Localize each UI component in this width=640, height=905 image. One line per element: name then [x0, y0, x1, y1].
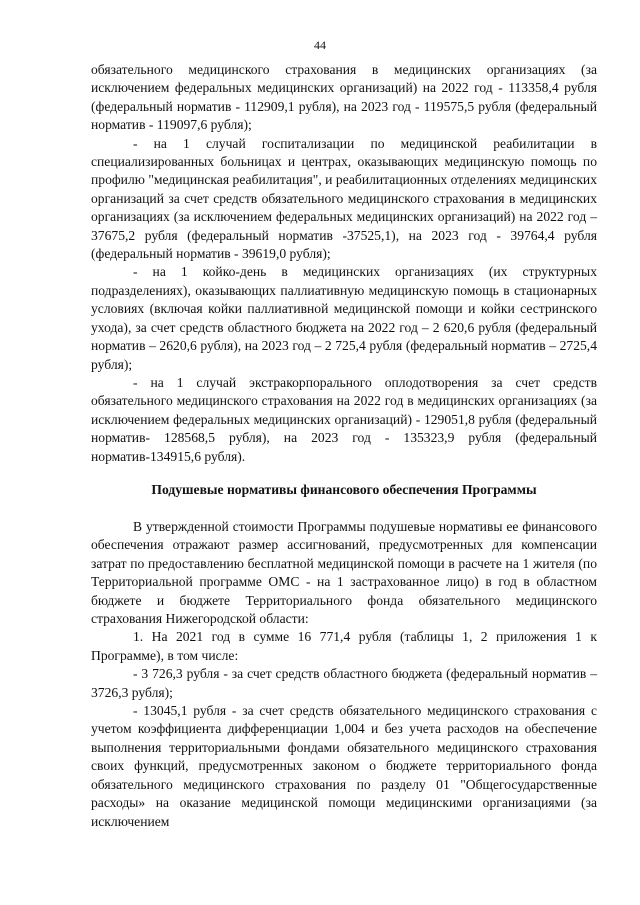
page-number: 44 — [314, 38, 326, 52]
paragraph-intro: В утвержденной стоимости Программы подушевые нормативы ее финансового обеспечения отражают размер ассигнований, предусмотренных для компенсации затрат по предоставлению бесплатной медицинской помощи в расчете на 1 жителя (по Территориальной программе ОМС - на 1 застрахованное лицо) в год в областном бюджете и бюджете Территориального фонда обязательного медицинского страхования Нижегородской области: — [91, 519, 597, 627]
paragraph-oms-funds: - 13045,1 рубля - за счет средств обязательного медицинского страхования с учетом коэффициента дифференциации 1,004 и без учета расходов на обеспечение выполнения территориальными фондами обязательного медицинского страхования своих функций, предусмотренных законом о бюджете территориального фонда обязательного медицинского страхования по разделу 01 "Общегосударственные расходы» на оказание медицинской помощи медицинскими организациями (за исключением — [91, 703, 597, 829]
text-block-top — [91, 61, 597, 466]
paragraph-ivf: - на 1 случай экстракорпорального оплодотворения за счет средств обязательного медицинского страхования на 2022 год в медицинских организациях (за исключением федеральных медицинских организаций) - 129051,8 рубля (федеральный норматив- 128568,5 рубля), на 2023 год - 135323,9 рубля (федеральный норматив-134915,6 рубля). — [91, 374, 597, 464]
section-heading: Подушевые нормативы финансового обеспечения Программы — [151, 482, 537, 497]
paragraph-rehabilitation: - на 1 случай госпитализации по медицинской реабилитации в специализированных больницах и центрах, оказывающих медицинскую помощь по профилю "медицинская реабилитация", и реабилитационных отделениях медицинских организаций за счет средств обязательного медицинского страхования в медицинских организациях (за исключением федеральных медицинских организаций) на 2022 год – 37675,2 рубля (федеральный норматив -37525,1), на 2023 год - 39764,4 рубля (федеральный норматив - 39619,0 рубля); — [91, 135, 597, 262]
paragraph-regional-budget: - 3 726,3 рубля - за счет средств областного бюджета (федеральный норматив – 3726,3 рубля); — [91, 666, 597, 700]
paragraph-palliative: - на 1 койко-день в медицинских организациях (их структурных подразделениях), оказывающих паллиативную медицинскую помощь в стационарных условиях (включая койки паллиативной медицинской помощи и койки сестринского ухода), за счет средств областного бюджета на 2022 год – 2 620,6 рубля (федеральный норматив – 2620,6 рубля), на 2023 год – 2 725,4 рубля (федеральный норматив – 2725,4 рубля); — [91, 264, 597, 372]
text-block-bottom — [91, 518, 597, 831]
paragraph-item-1: 1. На 2021 год в сумме 16 771,4 рубля (таблицы 1, 2 приложения 1 к Программе), в том числе: — [91, 629, 597, 663]
paragraph-continuation: обязательного медицинского страхования в медицинских организациях (за исключением федеральных медицинских организаций) на 2022 год - 113358,4 рубля (федеральный норматив - 112909,1 рубля), на 2023 год - 119575,5 рубля (федеральный норматив - 119097,6 рубля); — [91, 62, 597, 133]
